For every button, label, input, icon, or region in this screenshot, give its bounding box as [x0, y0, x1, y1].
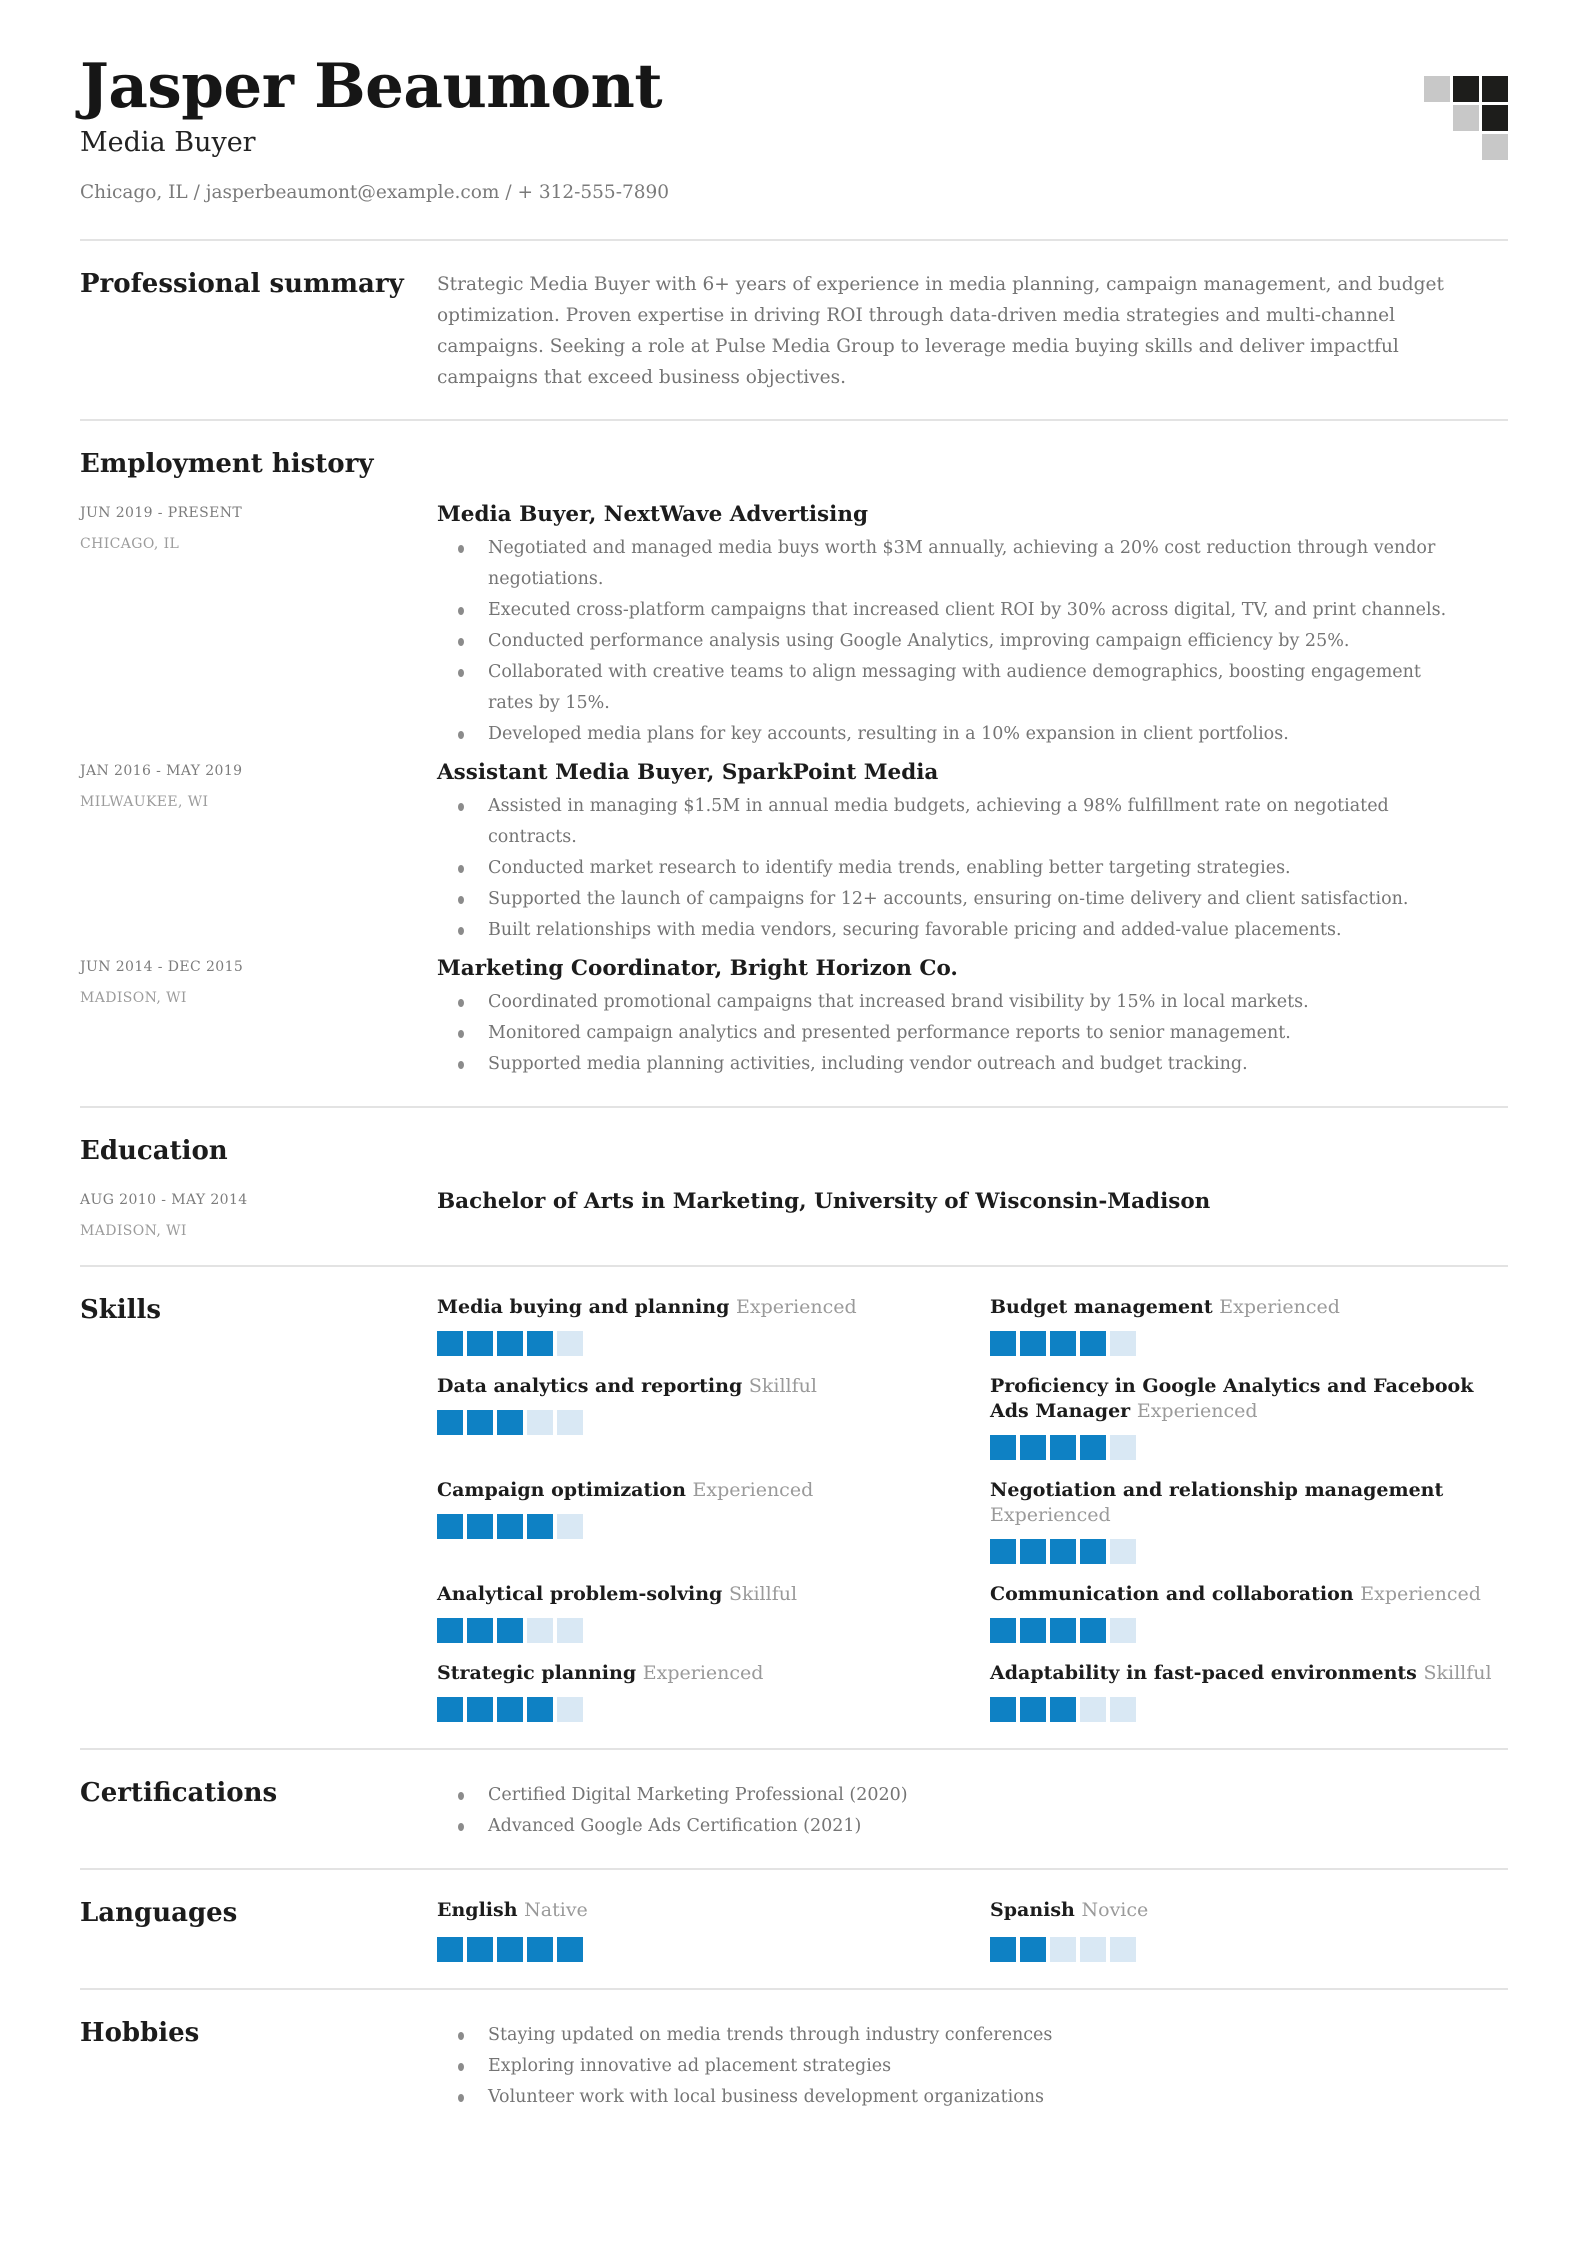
rating-square	[990, 1937, 1016, 1962]
rating-square	[497, 1331, 523, 1356]
rating-square	[467, 1937, 493, 1962]
section-education	[80, 1108, 1508, 1267]
logo-square	[1424, 105, 1450, 131]
skills-grid	[437, 1295, 1508, 1722]
rating-square	[1110, 1937, 1136, 1962]
rating-square	[467, 1514, 493, 1539]
logo	[1424, 76, 1508, 160]
section-heading-summary: Professional summary	[80, 268, 404, 299]
rating-square	[1050, 1697, 1076, 1722]
rating-square	[467, 1331, 493, 1356]
rating-square	[1080, 1697, 1106, 1722]
rating-square	[1110, 1539, 1136, 1564]
skill-level-text: Experienced	[692, 1479, 814, 1502]
rating-square	[527, 1697, 553, 1722]
logo-square	[1482, 105, 1508, 131]
skill-name-text: Negotiation and relationship management	[990, 1479, 1444, 1502]
language-level	[524, 1899, 588, 1921]
skill-level-text: Experienced	[990, 1504, 1111, 1527]
skill-name-text: Budget management	[990, 1296, 1213, 1319]
skill-name	[437, 1582, 934, 1607]
skill-name-text: Media buying and planning	[437, 1296, 730, 1319]
job-bullet: Built relationships with media vendors, securing favorable pricing and added-value placements.	[437, 915, 1459, 946]
rating-square	[467, 1410, 493, 1435]
rating-square	[497, 1618, 523, 1643]
language-rating-bar	[437, 1937, 934, 1962]
skill-item	[990, 1295, 1508, 1356]
job-bullet-list	[437, 987, 1459, 1080]
rating-square	[990, 1331, 1016, 1356]
job-dates: JAN 2016 - MAY 2019	[80, 763, 243, 780]
job-bullet: Supported media planning activities, including vendor outreach and budget tracking.	[437, 1049, 1459, 1080]
skill-level	[749, 1375, 817, 1397]
skill-rating-bar	[990, 1697, 1508, 1722]
rating-square	[1110, 1618, 1136, 1643]
rating-square	[990, 1539, 1016, 1564]
rating-square	[1110, 1435, 1136, 1460]
language-name-text: Spanish	[990, 1899, 1075, 1922]
candidate-name: Jasper Beaumont	[80, 51, 663, 122]
job-bullet: Collaborated with creative teams to align messaging with audience demographics, boosting engagement rates by 15%.	[437, 657, 1459, 719]
job-title: Marketing Coordinator, Bright Horizon Co.	[437, 956, 958, 982]
rating-square	[1080, 1331, 1106, 1356]
rating-square	[527, 1331, 553, 1356]
job-meta	[80, 758, 437, 810]
rating-square	[990, 1697, 1016, 1722]
skill-name	[990, 1295, 1508, 1320]
skill-name-text: Adaptability in fast-paced environments	[990, 1662, 1417, 1685]
rating-square	[557, 1331, 583, 1356]
section-heading-skills: Skills	[80, 1295, 162, 1326]
summary-text: Strategic Media Buyer with 6+ years of experience in media planning, campaign management, and budget optimization. Proven expertise in driving ROI through data-driven media strategies and multi-channel campaigns. Seeking a role at Pulse Media Group to leverage media buying skills and deliver impactful campaigns that exceed business objectives.	[437, 273, 1444, 388]
skill-rating-bar	[990, 1331, 1508, 1356]
skill-level-text: Experienced	[1360, 1583, 1481, 1606]
skill-name	[990, 1478, 1508, 1528]
rating-square	[990, 1618, 1016, 1643]
skill-name	[437, 1295, 934, 1320]
skill-level	[1137, 1400, 1258, 1422]
job-bullet-list	[437, 533, 1459, 750]
skill-name-text: Communication and collaboration	[990, 1583, 1354, 1606]
skill-name	[437, 1374, 934, 1399]
job-location: CHICAGO, IL	[80, 536, 180, 553]
job-location: MILWAUKEE, WI	[80, 794, 209, 811]
rating-square	[1050, 1937, 1076, 1962]
section-employment-history	[80, 421, 1508, 1108]
skill-level	[1424, 1662, 1492, 1684]
job-body	[437, 954, 1508, 1080]
rating-square	[437, 1618, 463, 1643]
rating-square	[557, 1937, 583, 1962]
rating-square	[1050, 1539, 1076, 1564]
skill-level-text: Skillful	[748, 1375, 817, 1398]
language-level	[1082, 1899, 1149, 1921]
skill-item	[990, 1582, 1508, 1643]
rating-square	[527, 1618, 553, 1643]
logo-square	[1453, 105, 1479, 131]
skill-name	[990, 1582, 1508, 1607]
hobby-item: Exploring innovative ad placement strategies	[437, 2051, 1459, 2082]
section-heading-education: Education	[80, 1136, 228, 1167]
contact-line: Chicago, IL / jasperbeaumont@example.com / + 312-555-7890	[80, 181, 670, 203]
section-professional-summary	[80, 241, 1508, 421]
section-heading-employment: Employment history	[80, 448, 374, 479]
job-bullet: Conducted performance analysis using Google Analytics, improving campaign efficiency by 25%.	[437, 626, 1459, 657]
section-languages	[80, 1870, 1508, 1990]
rating-square	[497, 1937, 523, 1962]
rating-square	[557, 1410, 583, 1435]
rating-square	[437, 1410, 463, 1435]
language-level-text: Native	[524, 1899, 588, 1922]
rating-square	[1080, 1539, 1106, 1564]
rating-square	[1020, 1937, 1046, 1962]
skill-item	[990, 1478, 1508, 1564]
skill-name	[437, 1478, 934, 1503]
job-meta	[80, 500, 437, 552]
logo-square	[1482, 76, 1508, 102]
rating-square	[467, 1697, 493, 1722]
skill-rating-bar	[990, 1435, 1508, 1460]
rating-square	[1110, 1697, 1136, 1722]
section-skills	[80, 1267, 1508, 1750]
candidate-title: Media Buyer	[80, 126, 256, 158]
rating-square	[437, 1937, 463, 1962]
section-hobbies	[80, 1990, 1508, 2139]
job-dates: JUN 2014 - DEC 2015	[80, 959, 244, 976]
skill-level-text: Skillful	[1423, 1662, 1492, 1685]
job-title: Assistant Media Buyer, SparkPoint Media	[437, 760, 939, 786]
skill-item	[437, 1582, 934, 1643]
skill-item	[437, 1478, 934, 1564]
certification-list	[437, 1780, 1459, 1842]
skill-item	[990, 1661, 1508, 1722]
language-level-text: Novice	[1081, 1899, 1149, 1922]
rating-square	[1080, 1435, 1106, 1460]
rating-square	[557, 1618, 583, 1643]
education-location: MADISON, WI	[80, 1223, 187, 1240]
skill-rating-bar	[990, 1618, 1508, 1643]
rating-square	[1110, 1331, 1136, 1356]
certification-item: Advanced Google Ads Certification (2021)	[437, 1811, 1459, 1842]
job-bullet: Developed media plans for key accounts, resulting in a 10% expansion in client portfolios.	[437, 719, 1459, 750]
section-certifications	[80, 1750, 1508, 1870]
rating-square	[437, 1514, 463, 1539]
job-bullet: Executed cross-platform campaigns that increased client ROI by 30% across digital, TV, and print channels.	[437, 595, 1459, 626]
job-body	[437, 758, 1508, 946]
skill-rating-bar	[437, 1618, 934, 1643]
rating-square	[1050, 1331, 1076, 1356]
rating-square	[527, 1410, 553, 1435]
skill-level	[1360, 1583, 1481, 1605]
language-item	[990, 1898, 1508, 1962]
job-bullet: Supported the launch of campaigns for 12+ accounts, ensuring on-time delivery and client satisfaction.	[437, 884, 1459, 915]
certification-item: Certified Digital Marketing Professional (2020)	[437, 1780, 1459, 1811]
job-bullet: Monitored campaign analytics and presented performance reports to senior management.	[437, 1018, 1459, 1049]
job-bullet: Conducted market research to identify media trends, enabling better targeting strategies.	[437, 853, 1459, 884]
language-name	[437, 1898, 934, 1923]
skill-item	[437, 1295, 934, 1356]
skill-name	[437, 1661, 934, 1686]
resume-header	[80, 51, 1508, 203]
skill-rating-bar	[437, 1410, 934, 1435]
job-bullet: Coordinated promotional campaigns that increased brand visibility by 15% in local markets.	[437, 987, 1459, 1018]
job-title: Media Buyer, NextWave Advertising	[437, 502, 868, 528]
logo-square	[1453, 76, 1479, 102]
logo-square	[1424, 134, 1450, 160]
skill-name-text: Analytical problem-solving	[437, 1583, 723, 1606]
rating-square	[1020, 1618, 1046, 1643]
rating-square	[527, 1937, 553, 1962]
rating-square	[557, 1697, 583, 1722]
languages-grid	[437, 1898, 1508, 1962]
hobby-item: Staying updated on media trends through industry conferences	[437, 2020, 1459, 2051]
skill-level-text: Skillful	[728, 1583, 798, 1606]
language-rating-bar	[990, 1937, 1508, 1962]
skill-level-text: Experienced	[1136, 1400, 1258, 1423]
language-name	[990, 1898, 1508, 1923]
skill-level	[729, 1583, 797, 1605]
rating-square	[1020, 1539, 1046, 1564]
rating-square	[557, 1514, 583, 1539]
rating-square	[437, 1331, 463, 1356]
skill-level	[693, 1479, 814, 1501]
rating-square	[1020, 1697, 1046, 1722]
skill-name-text: Campaign optimization	[437, 1479, 686, 1502]
skill-rating-bar	[990, 1539, 1508, 1564]
section-heading-certifications: Certifications	[80, 1778, 278, 1809]
skill-rating-bar	[437, 1331, 934, 1356]
job-location: MADISON, WI	[80, 990, 187, 1007]
skill-rating-bar	[437, 1697, 934, 1722]
job-bullet: Assisted in managing $1.5M in annual media budgets, achieving a 98% fulfillment rate on negotiated contracts.	[437, 791, 1459, 853]
skill-name	[990, 1661, 1508, 1686]
rating-square	[497, 1410, 523, 1435]
skill-level	[736, 1296, 857, 1318]
skill-rating-bar	[437, 1514, 934, 1539]
skill-name-text: Strategic planning	[437, 1662, 637, 1685]
job-entry	[80, 758, 1508, 946]
skill-name	[990, 1374, 1508, 1424]
skill-level-text: Experienced	[736, 1296, 857, 1319]
rating-square	[497, 1514, 523, 1539]
education-entry	[80, 1187, 1508, 1239]
job-bullet-list	[437, 791, 1459, 946]
job-body	[437, 500, 1508, 750]
skill-level-text: Experienced	[642, 1662, 764, 1685]
rating-square	[1080, 1618, 1106, 1643]
hobby-item: Volunteer work with local business development organizations	[437, 2082, 1459, 2113]
skill-name-text: Data analytics and reporting	[437, 1375, 743, 1398]
job-entry	[80, 500, 1508, 750]
job-meta	[80, 954, 437, 1006]
education-meta	[80, 1187, 437, 1239]
rating-square	[467, 1618, 493, 1643]
skill-level-text: Experienced	[1219, 1296, 1340, 1319]
rating-square	[1080, 1937, 1106, 1962]
rating-square	[1020, 1331, 1046, 1356]
education-dates: AUG 2010 - MAY 2014	[80, 1192, 248, 1209]
education-degree: Bachelor of Arts in Marketing, University of Wisconsin-Madison	[437, 1189, 1211, 1215]
skill-level	[643, 1662, 764, 1684]
section-heading-languages: Languages	[80, 1898, 238, 1929]
skill-level	[990, 1504, 1111, 1526]
logo-square	[1453, 134, 1479, 160]
rating-square	[437, 1697, 463, 1722]
skill-item	[437, 1661, 934, 1722]
hobby-list	[437, 2020, 1459, 2113]
section-heading-hobbies: Hobbies	[80, 2018, 200, 2049]
job-entry	[80, 954, 1508, 1080]
skill-item	[990, 1374, 1508, 1460]
rating-square	[527, 1514, 553, 1539]
rating-square	[990, 1435, 1016, 1460]
rating-square	[1050, 1435, 1076, 1460]
job-dates: JUN 2019 - PRESENT	[80, 505, 243, 522]
rating-square	[497, 1697, 523, 1722]
skill-level	[1219, 1296, 1340, 1318]
job-bullet: Negotiated and managed media buys worth $3M annually, achieving a 20% cost reduction through vendor negotiations.	[437, 533, 1459, 595]
rating-square	[1050, 1618, 1076, 1643]
skill-name-text: Proficiency in Google Analytics and Facebook Ads Manager	[990, 1375, 1474, 1423]
rating-square	[1020, 1435, 1046, 1460]
language-item	[437, 1898, 934, 1962]
logo-square	[1482, 134, 1508, 160]
language-name-text: English	[437, 1899, 518, 1922]
skill-item	[437, 1374, 934, 1460]
logo-square	[1424, 76, 1450, 102]
